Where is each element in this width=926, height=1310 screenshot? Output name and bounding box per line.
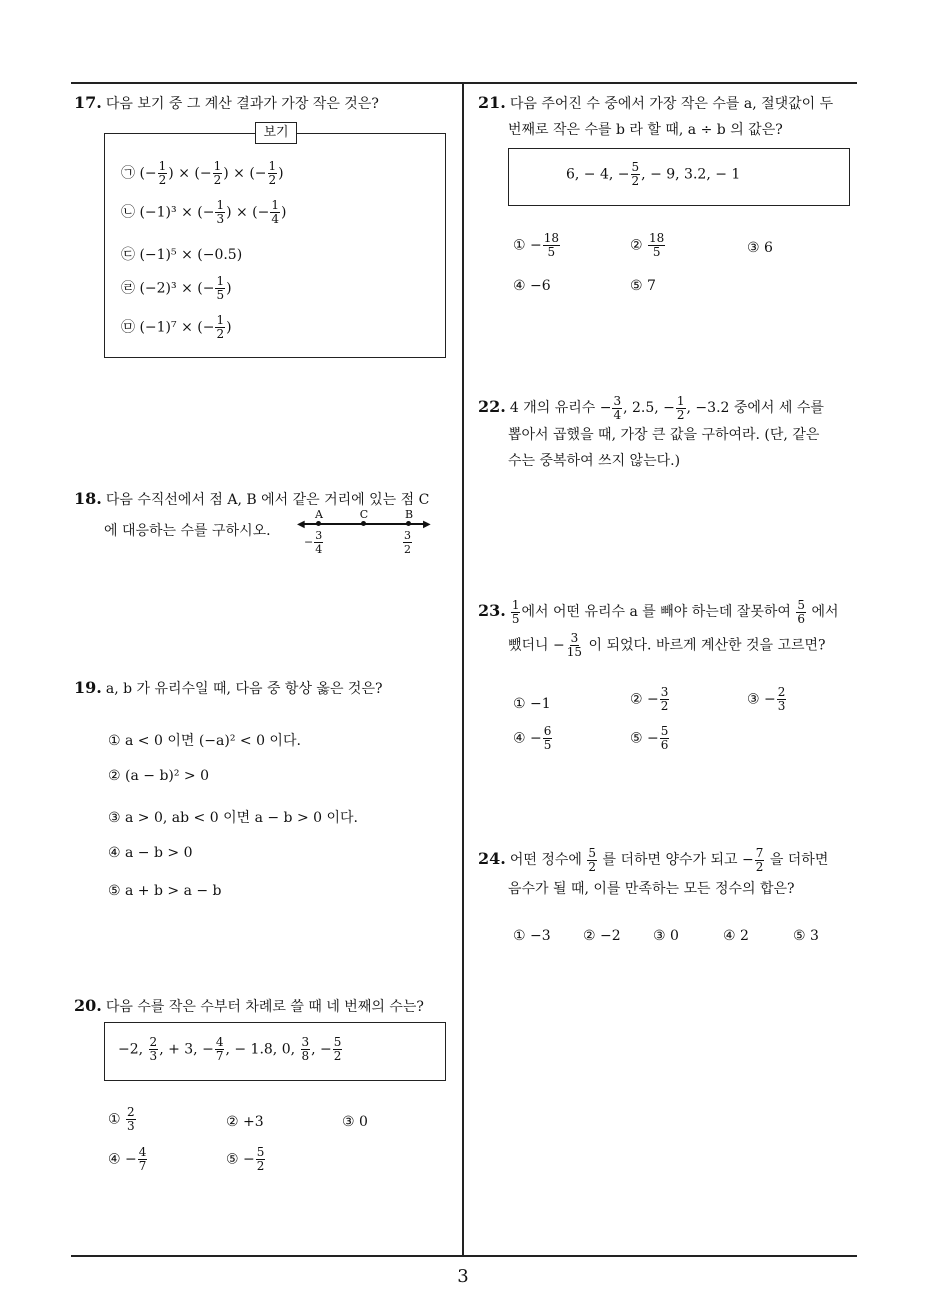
- question-23-line2: 뺐더니 − $\frac{3}{15}$ 이 되었다. 바르게 계산한 것을 고르면?: [508, 631, 826, 659]
- question-text: 다음 수직선에서 점 A, B 에서 같은 거리에 있는 점 C: [105, 492, 430, 508]
- question-number: 19.: [74, 678, 102, 697]
- point-c: [361, 521, 366, 526]
- value-b: $\frac{3}{2}$: [404, 529, 411, 556]
- choice-3[interactable]: ③ 6: [747, 240, 773, 256]
- bogi-label: 보기: [255, 122, 297, 144]
- question-22-line2: 뽑아서 곱했을 때, 가장 큰 값을 구하여라. (단, 같은: [508, 427, 820, 443]
- choice-2[interactable]: ② −2: [583, 928, 621, 944]
- question-22: 22. 4 개의 유리수 − $\frac{3}{4}$ , 2.5, − $\frac{1}{2}$ , −3.2 중에서 세 수를: [478, 393, 824, 422]
- question-text: 다음 수를 작은 수부터 차례로 쓸 때 네 번째의 수는?: [105, 999, 424, 1015]
- number-list: 6, − 4, − $\frac{5}{2}$ , − 9, 3.2, − 1: [566, 160, 741, 188]
- choice-1[interactable]: ① $\frac{2}{3}$: [108, 1105, 135, 1133]
- question-18-line2: 에 대응하는 수를 구하시오.: [104, 523, 271, 539]
- question-23: 23. $\frac{1}{5}$ 에서 어떤 유리수 a 를 빼야 하는데 잘못하여 $\frac{5}{6}$ 에서: [478, 597, 839, 626]
- label-b: B: [404, 508, 414, 521]
- question-number: 20.: [74, 996, 102, 1015]
- arrow-right-icon: ▶: [423, 519, 431, 530]
- bogi-item-3: ㉢ (−1)⁵ × (−0.5): [121, 247, 243, 263]
- choice-1[interactable]: ① − $\frac{18}{5}$: [513, 231, 560, 259]
- choice-1[interactable]: ① a < 0 이면 (−a)² < 0 이다.: [108, 733, 301, 749]
- number-list: −2, $\frac{2}{3}$ , + 3, − $\frac{4}{7}$ , − 1.8, 0, $\frac{3}{8}$ , − $\frac{5}{2}$: [118, 1035, 342, 1063]
- column-divider: [462, 82, 464, 1257]
- choice-3[interactable]: ③ a > 0, ab < 0 이면 a − b > 0 이다.: [108, 810, 359, 826]
- choice-2[interactable]: ② $\frac{18}{5}$: [630, 231, 665, 259]
- choice-4[interactable]: ④ 2: [723, 928, 749, 944]
- question-number: 18.: [74, 489, 102, 508]
- bogi-item-4: ㉣ (−2)³ × (− $\frac{1}{5}$ ): [121, 274, 232, 302]
- choice-1[interactable]: ① −3: [513, 928, 551, 944]
- choice-5[interactable]: ⑤ − $\frac{5}{2}$: [226, 1145, 265, 1173]
- question-17: [74, 90, 379, 117]
- choice-3[interactable]: ③ 0: [342, 1114, 368, 1130]
- question-22-line3: 수는 중복하여 쓰지 않는다.): [508, 453, 681, 469]
- question-text: 다음 주어진 수 중에서 가장 작은 수를 a, 절댓값이 두: [509, 96, 834, 112]
- value-a: − $\frac{3}{4}$: [304, 529, 323, 556]
- choice-5[interactable]: ⑤ 3: [793, 928, 819, 944]
- page-number: 3: [457, 1266, 469, 1287]
- choice-2[interactable]: ② (a − b)² > 0: [108, 768, 210, 784]
- top-rule: [71, 82, 857, 84]
- question-21-line2: 번째로 작은 수를 b 라 할 때, a ÷ b 의 값은?: [508, 122, 783, 138]
- bogi-item-5: ㉤ (−1)⁷ × (− $\frac{1}{2}$ ): [121, 313, 232, 341]
- choice-5[interactable]: ⑤ − $\frac{5}{6}$: [630, 724, 669, 752]
- choice-5[interactable]: ⑤ 7: [630, 278, 656, 294]
- question-number: 24.: [478, 849, 506, 868]
- question-number: 23.: [478, 601, 506, 620]
- question-number: 22.: [478, 397, 506, 416]
- arrow-left-icon: ◀: [297, 519, 305, 530]
- choice-1[interactable]: ① −1: [513, 696, 551, 712]
- bottom-rule: [71, 1255, 857, 1257]
- choice-4[interactable]: ④ − $\frac{6}{5}$: [513, 724, 552, 752]
- question-24: 24. 어떤 정수에 $\frac{5}{2}$ 를 더하면 양수가 되고 − $\frac{7}{2}$ 을 더하면: [478, 845, 829, 874]
- question-21: [478, 90, 833, 117]
- label-c: C: [359, 508, 369, 521]
- question-18: [74, 486, 429, 513]
- question-text: 다음 보기 중 그 계산 결과가 가장 작은 것은?: [105, 96, 379, 112]
- point-b: [406, 521, 411, 526]
- bogi-item-2: ㉡ (−1)³ × (− $\frac{1}{3}$ ) × (− $\frac{1}{4}$ ): [121, 198, 287, 226]
- choice-4[interactable]: ④ a − b > 0: [108, 845, 193, 861]
- question-number: 17.: [74, 93, 102, 112]
- choice-4[interactable]: ④ − $\frac{4}{7}$: [108, 1145, 147, 1173]
- question-24-line2: 음수가 될 때, 이를 만족하는 모든 정수의 합은?: [508, 881, 795, 897]
- choice-3[interactable]: ③ − $\frac{2}{3}$: [747, 685, 786, 713]
- label-a: A: [315, 508, 323, 521]
- bogi-item-1: ㉠ (− $\frac{1}{2}$ ) × (− $\frac{1}{2}$ ) × (− $\frac{1}{2}$ ): [121, 159, 284, 187]
- choice-2[interactable]: ② − $\frac{3}{2}$: [630, 685, 669, 713]
- choice-5[interactable]: ⑤ a + b > a − b: [108, 883, 222, 899]
- point-a: [316, 521, 321, 526]
- question-text: a, b 가 유리수일 때, 다음 중 항상 옳은 것은?: [105, 681, 383, 697]
- question-number: 21.: [478, 93, 506, 112]
- question-19: [74, 675, 382, 702]
- choice-2[interactable]: ② +3: [226, 1114, 264, 1130]
- choice-4[interactable]: ④ −6: [513, 278, 551, 294]
- choice-3[interactable]: ③ 0: [653, 928, 679, 944]
- question-20: [74, 993, 424, 1020]
